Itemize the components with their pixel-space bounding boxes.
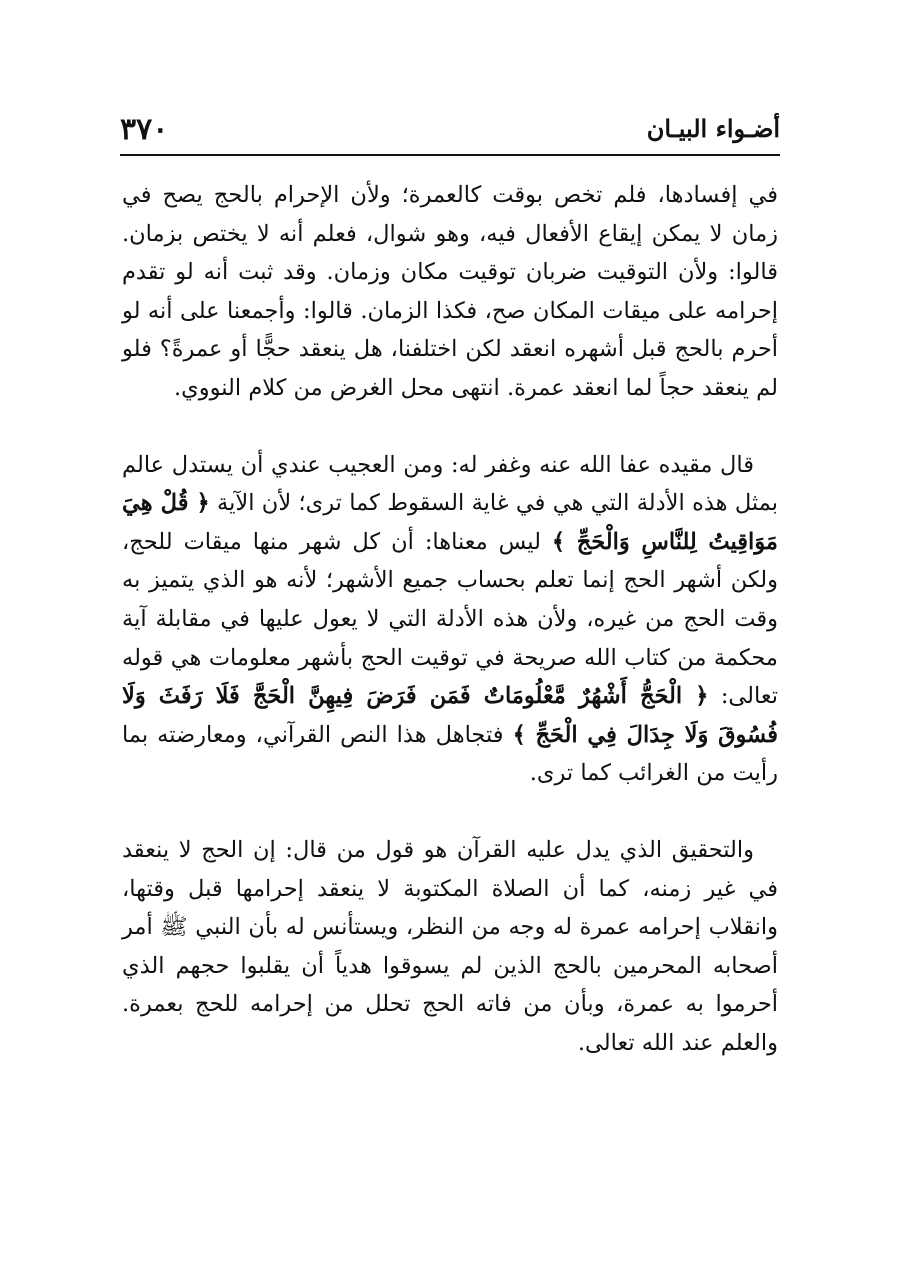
paragraph-1: في إفسادها، فلم تخص بوقت كالعمرة؛ ولأن الإحرام بالحج يصح في زمان لا يمكن إيقاع الأفعال فيه، وهو شوال، فعلم أنه لا يختص بزمان. قالوا: ولأن التوقيت ضربان توقيت مكان وزمان. وقد ثبت أنه لو تقدم إحرامه على ميقات المكان صح، فكذا الزمان. قالوا: وأجمعنا على أنه لو أحرم بالحج قبل أشهره انعقد لكن اختلفنا، هل ينعقد حجًّا أو عمرةً؟ فلو لم ينعقد حجاً لما انعقد عمرة. انتهى محل الغرض من كلام النووي.: [122, 182, 778, 401]
book-title: أضـواء البيـان: [646, 114, 780, 143]
paragraph-2: [122, 446, 778, 793]
paragraph-2-text-3: فتجاهل هذا النص القرآني، ومعارضته بما رأيت من الغرائب كما ترى.: [122, 721, 778, 787]
page-header: [120, 108, 780, 156]
quran-verse-2: ﴿ الْحَجُّ أَشْهُرٌ مَّعْلُومَاتٌ فَمَن فَرَضَ فِيهِنَّ الْحَجَّ فَلَا رَفَثَ وَلَا فُسُوقَ وَلَا جِدَالَ فِي الْحَجِّ ﴾: [122, 683, 779, 748]
page-number: ٣٧٠: [120, 112, 169, 147]
body-text: [122, 176, 778, 1062]
quran-verse-1: ﴿ قُلْ هِيَ مَوَاقِيتُ لِلنَّاسِ وَالْحَجِّ ﴾: [122, 490, 778, 555]
paragraph-3: والتحقيق الذي يدل عليه القرآن هو قول من قال: إن الحج لا ينعقد في غير زمنه، كما أن الصلاة المكتوبة لا ينعقد إحرامها قبل وقتها، وانقلاب إحرامه عمرة له وجه من النظر، ويستأنس له بأن النبي ﷺ أمر أصحابه المحرمين بالحج الذين لم يسوقوا هدياً أن يقلبوا حجهم الذي أحرموا به عمرة، وبأن من فاته الحج تحلل من إحرامه للحج بعمرة. والعلم عند الله تعالى.: [122, 836, 778, 1056]
paragraph-2-text-1: قال مقيده عفا الله عنه وغفر له: ومن العجيب عندي أن يستدل عالم بمثل هذه الأدلة التي هي في غاية السقوط كما ترى؛ لأن الآية: [122, 451, 778, 517]
paragraph-2-text-2: ليس معناها: أن كل شهر منها ميقات للحج، ولكن أشهر الحج إنما تعلم بحساب جميع الأشهر؛ لأنه هو الذي يتميز به وقت الحج من غيره، ولأن هذه الأدلة التي لا يعول عليها في مقابلة آية محكمة من كتاب الله صريحة في توقيت الحج بأشهر معلومات هي قوله تعالى:: [122, 528, 779, 710]
